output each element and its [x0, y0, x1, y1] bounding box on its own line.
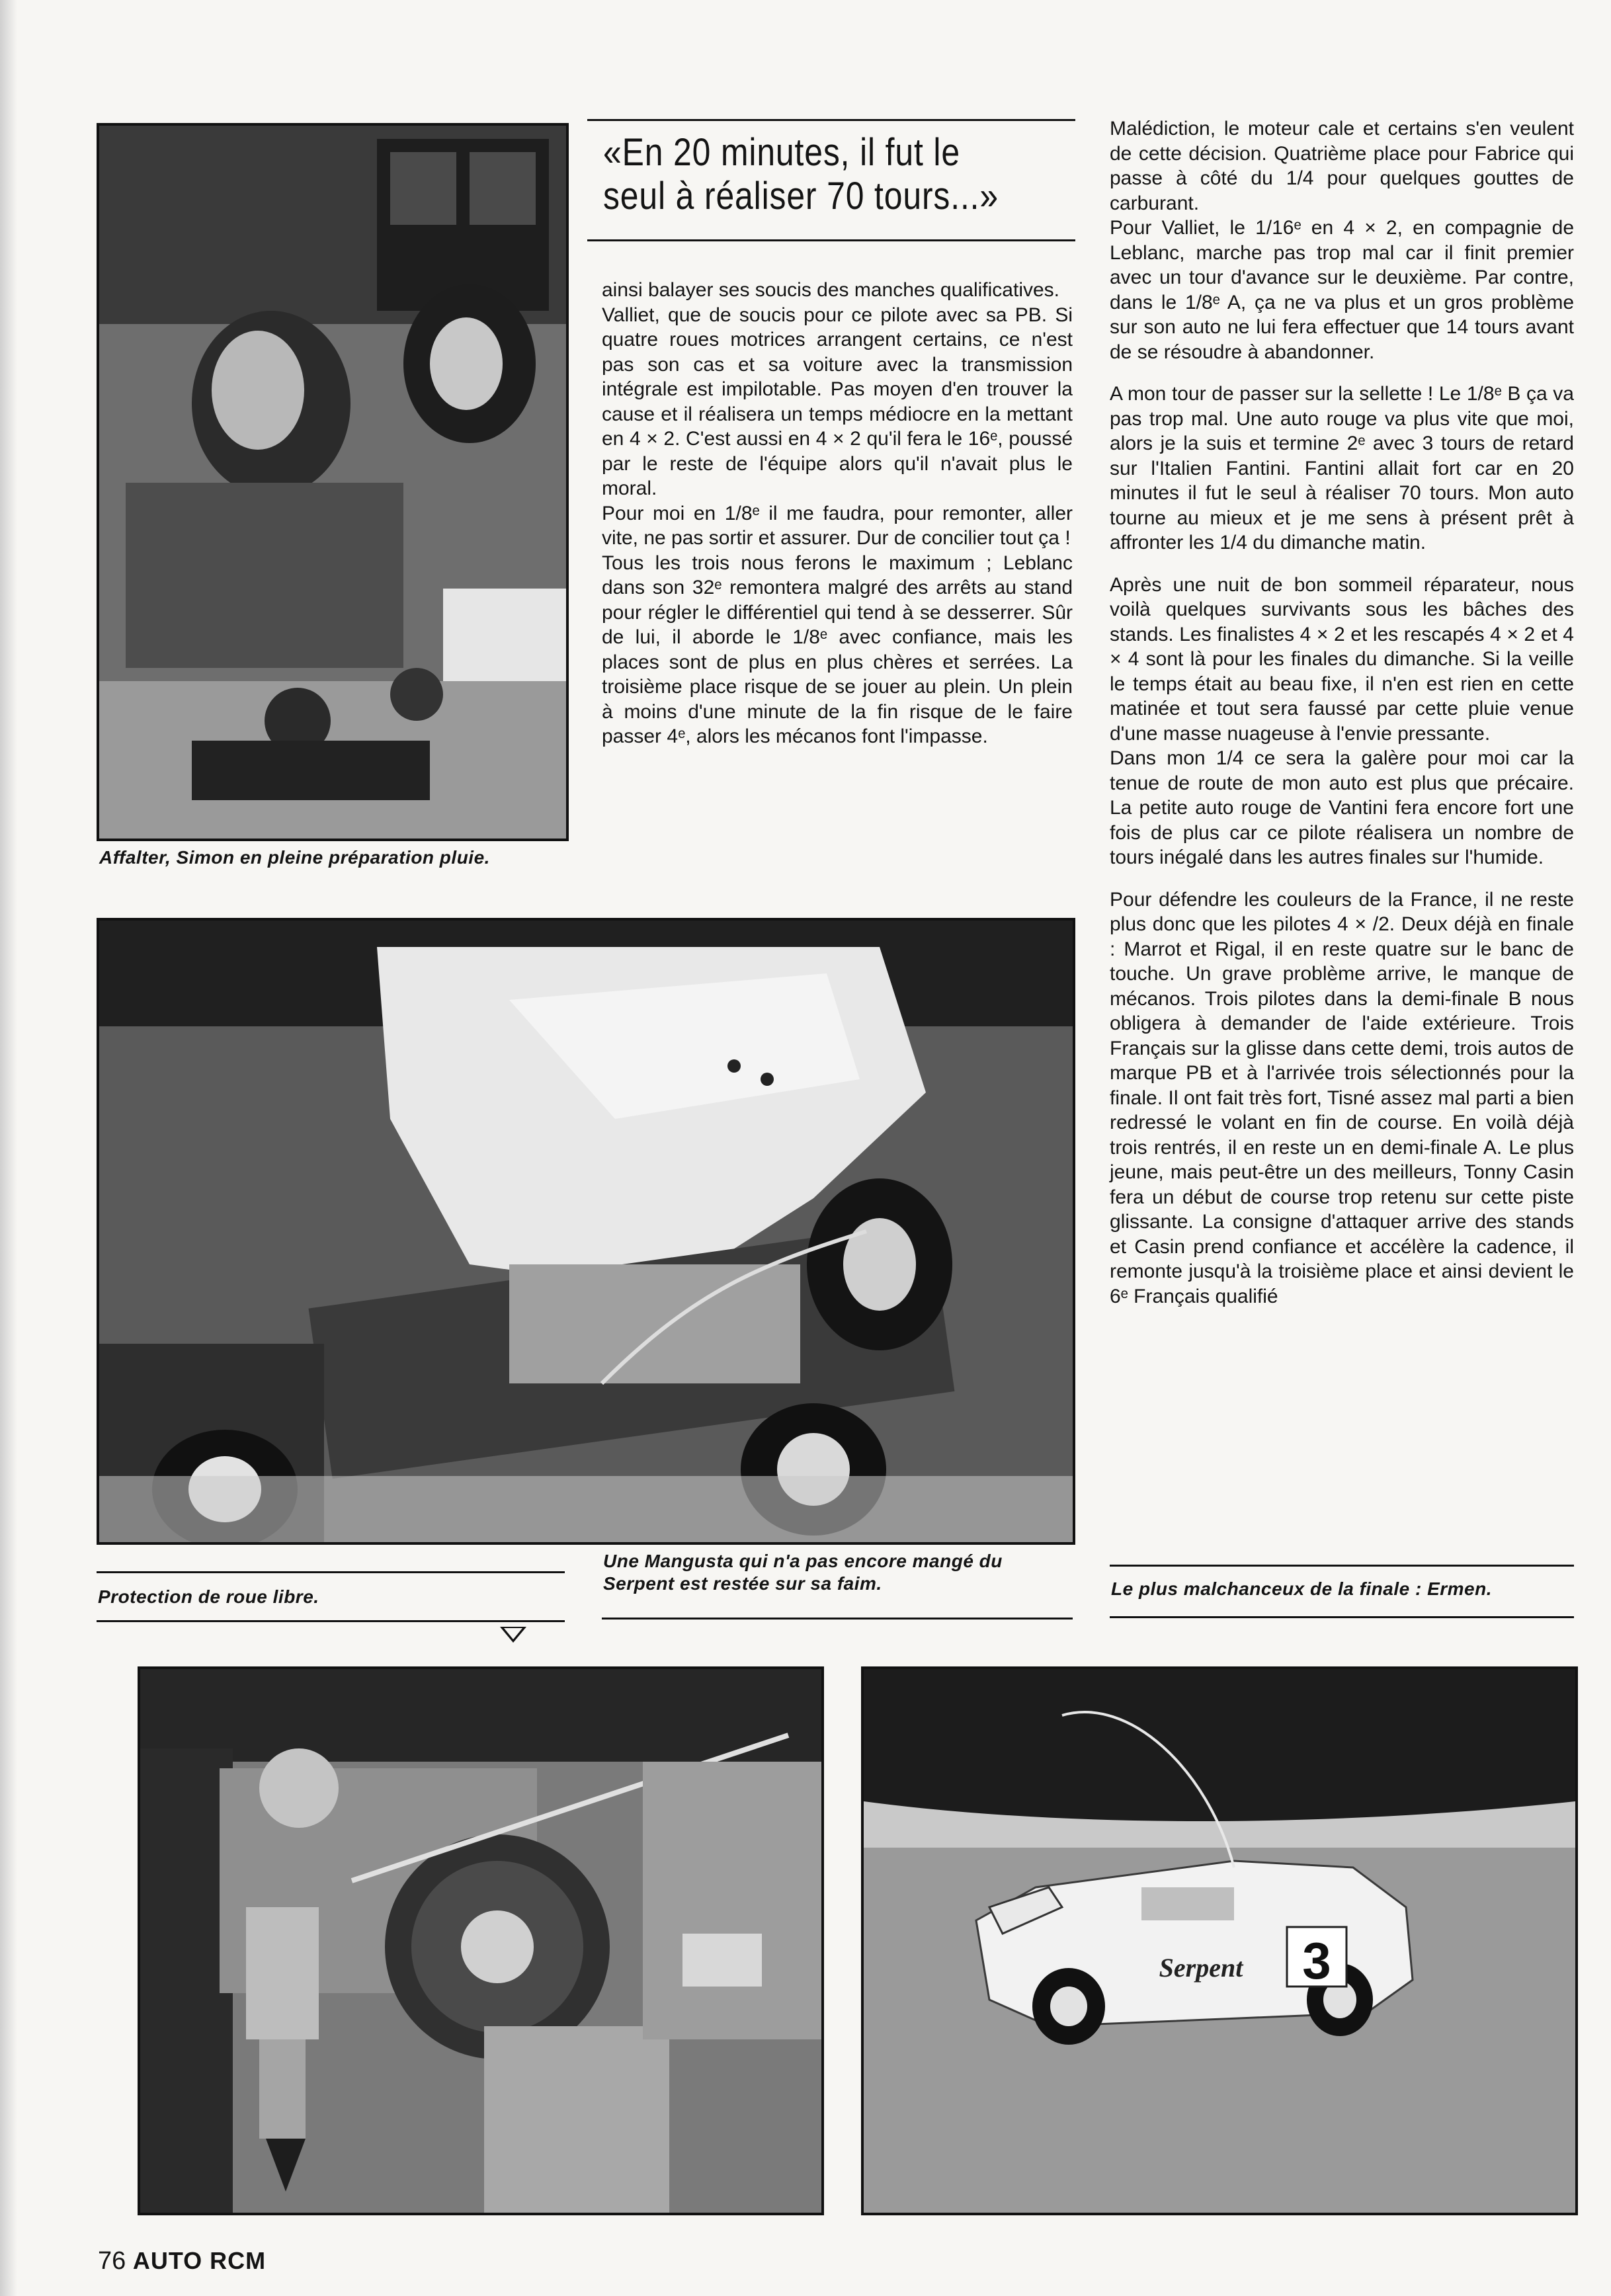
page-footer: [98, 2247, 266, 2276]
pull-quote-line2: seul à réaliser 70 tours...»: [603, 175, 999, 218]
paragraph: Valliet, que de soucis pour ce pilote avec sa PB. Si quatre roues motrices arrangent certains, ce n'est pas son cas et sa voiture avec la transmission intégrale est impilotable. Pas moyen d'en trouver la cause et il réalisera un temps médiocre en la mettant en 4 × 2. C'est aussi en 4 × 2 qu'il fera le 16ᵉ, poussé par le reste de l'équipe alors qu'il n'avait plus le moral.: [602, 304, 1073, 499]
caption-rule-left-top: [97, 1571, 565, 1573]
caption-rule-right-top: [1110, 1565, 1574, 1567]
caption-wheel-protection: Protection de roue libre.: [98, 1586, 319, 1607]
paragraph: Pour Valliet, le 1/16ᵉ en 4 × 2, en compagnie de Leblanc, marche pas trop mal car il finit premier avec un tour d'avance sur le deuxième. Par contre, dans le 1/8ᵉ A, ça ne va plus et un gros problème sur son auto ne lui fera effectuer que 14 tours avant de se résoudre à abandonner.: [1110, 217, 1574, 363]
paragraph: Tous les trois nous ferons le maximum ; Leblanc dans son 32ᵉ remontera malgré des arrêts au stand pour régler le différentiel qui tend à se desserrer. Sûr de lui, il aborde le 1/8ᵉ avec confiance, mais les places sont de plus en plus chères et serrées. La troisième place risque de se jouer au plein. Un plein à moins d'une minute de la fin risque de le faire passer 4ᵉ, alors les mécanos font l'impasse.: [602, 552, 1073, 747]
paragraph: Malédiction, le moteur cale et certains s'en veulent de cette décision. Quatrième place pour Fabrice qui passe à côté du 1/4 pour quelques gouttes de carburant.: [1110, 118, 1574, 214]
caption-top-photo: Affalter, Simon en pleine préparation pluie.: [99, 847, 490, 868]
caption-rule-right-bottom: [1110, 1616, 1574, 1618]
paragraph: Dans mon 1/4 ce sera la galère pour moi car la tenue de route de mon auto est plus que précaire. La petite auto rouge de Vantini fera encore fort une fois de plus car ce pilote réalisera un nombre de tours inégalé dans les autres finales sur l'humide.: [1110, 747, 1574, 868]
paragraph: Pour moi en 1/8ᵉ il me faudra, pour remonter, aller vite, ne pas sortir et assurer. Dur de concilier tout ça !: [602, 502, 1073, 549]
photo-freewheel-protection: [138, 1666, 824, 2215]
page-number: 76: [98, 2247, 126, 2275]
pull-quote-line1: «En 20 minutes, il fut le: [603, 131, 960, 174]
caption-rule-left-bottom: [97, 1620, 565, 1622]
caption-rule-middle: [602, 1618, 1073, 1620]
paragraph: Pour défendre les couleurs de la France, il ne reste plus donc que les pilotes 4 × /2. Deux déjà en finale : Marrot et Rigal, il en reste quatre sur le banc de touche. Un grave problème arrive, le manque de mécanos. Trois pilotes dans la demi-finale B nous obligera à demander de l'aide extérieure. Trois Français sur la glisse dans cette demi, trois autos de marque PB et à l'arrivée trois sélectionnés pour la finale. Il ont fait très fort, Tisné assez mal parti a bien redressé le volant en fin de course. En voilà déjà trois rentrés, il en reste un en demi-finale A. Le plus jeune, mais peut-être un des meilleurs, Tonny Casin fera un début de course trop retenu sur cette piste glissante. La consigne d'attaquer arrive des stands et Casin prend confiance et accélère la cadence, il remonte jusqu'à la troisième place et ainsi devient le 6ᵉ Français qualifié: [1110, 888, 1574, 1307]
photo-mangusta-car: [97, 918, 1075, 1545]
car-number: 3: [1302, 1932, 1331, 1990]
page-binding-edge: [0, 0, 17, 2296]
caption-mangusta: [603, 1550, 1003, 1595]
paragraph: A mon tour de passer sur la sellette ! Le 1/8ᵉ B ça va pas trop mal. Une auto rouge va plus vite que moi, alors je la suis et termine 2ᵉ avec 3 tours de retard sur l'Italien Fantini. Fantini allait fort car en 20 minutes il fut le seul à réaliser 70 tours. Mon auto tourne au mieux et je me sens à présent prêt à affronter les 1/4 du dimanche matin.: [1110, 383, 1574, 554]
photo-serpent-race-car: [861, 1666, 1578, 2215]
magazine-name: AUTO RCM: [132, 2247, 267, 2274]
pull-quote-top-rule: [587, 119, 1075, 121]
paragraph: Après une nuit de bon sommeil réparateur, nous voilà quelques survivants sous les bâches des stands. Les finalistes 4 × 2 et les rescapés 4 × 2 et 4 × 4 sont là pour les finales du dimanche. Si la veille le temps était au beau fixe, il n'en est rien en cette matinée et tout sera faussé par cette pluie venue d'une masse nuageuse à l'envie pressante.: [1110, 573, 1574, 745]
pull-quote: [603, 131, 1012, 218]
article-column-middle: [602, 278, 1073, 749]
caption-ermen: Le plus malchanceux de la finale : Ermen.: [1111, 1578, 1493, 1599]
photo-mechanics-preparation: [97, 123, 569, 841]
paragraph: ainsi balayer ses soucis des manches qualificatives.: [602, 279, 1060, 301]
caption-mangusta-line2: Serpent est restée sur sa faim.: [603, 1573, 882, 1594]
caption-mangusta-line1: Une Mangusta qui n'a pas encore mangé du: [603, 1551, 1003, 1571]
pull-quote-bottom-rule: [587, 239, 1075, 241]
car-brand-logo: Serpent: [1159, 1953, 1243, 1983]
pointer-arrow-down-icon: [500, 1627, 526, 1643]
article-column-right: [1110, 116, 1574, 1309]
